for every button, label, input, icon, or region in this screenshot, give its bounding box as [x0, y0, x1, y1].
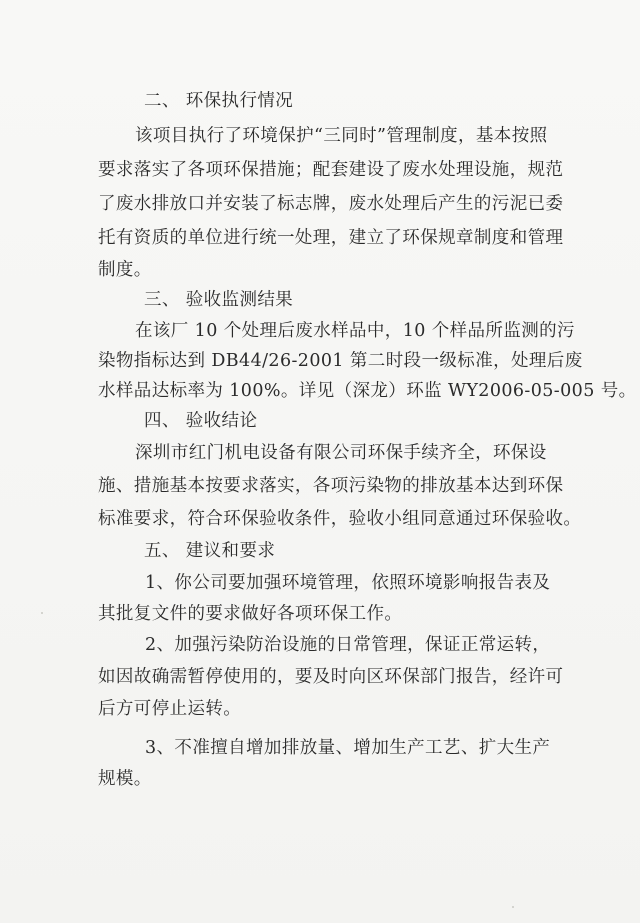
body-line: 制度。: [98, 260, 152, 280]
body-line: 规模。: [98, 769, 152, 789]
body-line: 后方可停止运转。: [98, 699, 242, 719]
body-line: 标准要求，符合环保验收条件，验收小组同意通过环保验收。: [98, 509, 582, 529]
body-line: 深圳市红门机电设备有限公司环保手续齐全，环保设: [135, 443, 547, 463]
scan-speck: [512, 906, 514, 908]
section-heading-monitoring-results: 三、 验收监测结果: [144, 290, 294, 310]
body-line: 2、加强污染防治设施的日常管理，保证正常运转，: [145, 635, 551, 655]
body-line: 该项目执行了环境保护“三同时”管理制度，基本按照: [135, 126, 548, 146]
body-line: 施、措施基本按要求落实，各项污染物的排放基本达到环保: [98, 476, 564, 496]
body-line: 要求落实了各项环保措施；配套建设了废水处理设施，规范: [98, 160, 564, 180]
body-line: 1、你公司要加强环境管理，依照环境影响报告表及: [145, 573, 551, 593]
section-heading-conclusion: 四、 验收结论: [144, 411, 258, 431]
body-line: 其批复文件的要求做好各项环保工作。: [98, 604, 403, 624]
body-line: 了废水排放口并安装了标志牌，废水处理后产生的污泥已委: [98, 194, 564, 214]
scan-speck: [41, 612, 43, 614]
body-line: 染物指标达到 DB44/26-2001 第二时段一级标准，处理后废: [98, 351, 583, 371]
body-line: 3、不准擅自增加排放量、增加生产工艺、扩大生产: [145, 738, 551, 758]
body-line: 在该厂 10 个处理后废水样品中，10 个样品所监测的污: [135, 321, 575, 341]
body-line: 托有资质的单位进行统一处理，建立了环保规章制度和管理: [98, 228, 564, 248]
section-heading-environmental-execution: 二、 环保执行情况: [144, 91, 294, 111]
body-line: 水样品达标率为 100%。详见（深龙）环监 WY2006-05-005 号。: [98, 381, 637, 401]
section-heading-suggestions: 五、 建议和要求: [144, 541, 276, 561]
body-line: 如因故确需暂停使用的，要及时向区环保部门报告，经许可: [98, 667, 564, 687]
